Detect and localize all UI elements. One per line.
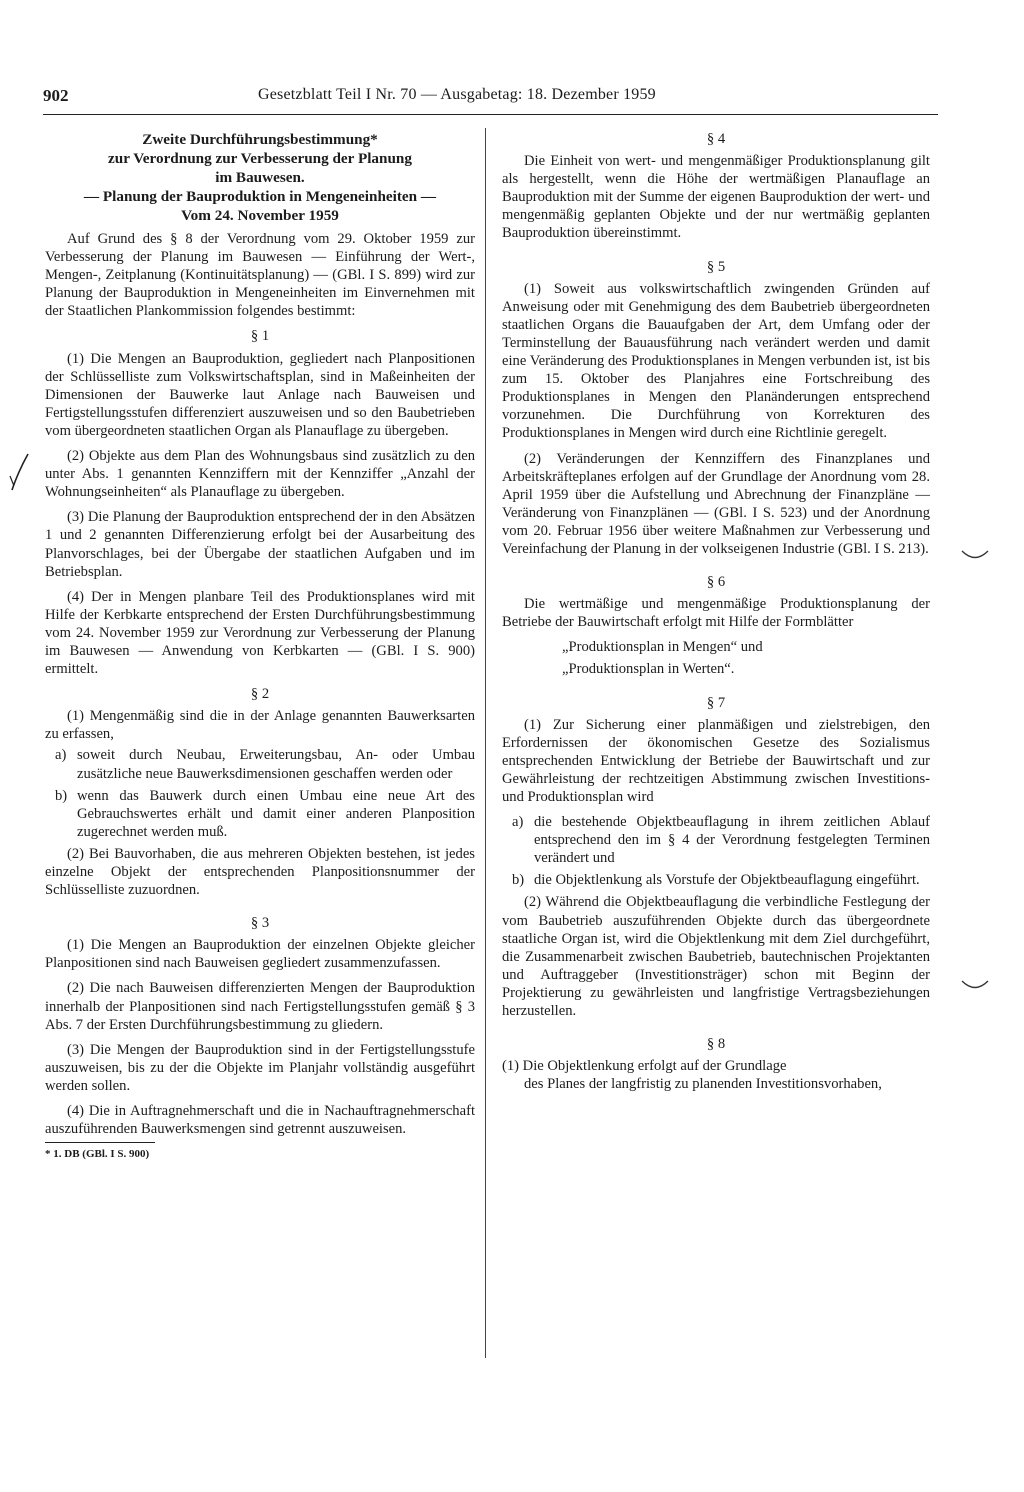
footnote: * 1. DB (GBl. I S. 900) bbox=[45, 1148, 150, 1161]
paragraph: (2) Während die Objektbeauflagung die verbindliche Festlegung der vom Baubetrieb auszuführenden Objekte durch das übergeordnete staatliche Organ ist, wird die Objektlenkung mit dem Ziel durchgeführt, die Zusammenarbeit zwischen Baubetrieb, bautechnischen Projektanten und Auftraggeber (Investitionsträger) schon mit Beginn der Projektierung zu gewährleisten und langfristige Vertragsbeziehungen herzustellen. bbox=[502, 894, 930, 1020]
decree-title-line: Zweite Durchführungsbestimmung* bbox=[142, 131, 378, 148]
list-label: a) bbox=[55, 747, 67, 764]
list-text: wenn das Bauwerk durch einen Umbau eine neue Art des Gebrauchswertes erhält und damit einer anderen Planposition zugerechnet werden muß. bbox=[77, 787, 475, 840]
list-item bbox=[512, 813, 930, 867]
handwritten-margin-mark bbox=[960, 548, 990, 562]
list-text: die Objektlenkung als Vorstufe der Objektbeauflagung eingeführt. bbox=[534, 872, 920, 889]
column-divider bbox=[485, 128, 486, 1358]
paragraph: (2) Bei Bauvorhaben, die aus mehreren Objekten bestehen, ist jedes einzelne Objekt der entsprechenden Planpositionsnummer der Schlüsselliste zuzuordnen. bbox=[45, 845, 475, 899]
paragraph: (1) Die Objektlenkung erfolgt auf der Grundlage bbox=[502, 1058, 787, 1075]
left-column bbox=[45, 130, 475, 1161]
paragraph: Die Einheit von wert- und mengenmäßiger Produktionsplanung gilt als hergestellt, wenn die Höhe der wertmäßigen Planauflage an Bauproduktion mit der Summe der eigenen Bauproduktion der wert- und mengenmäßig geplanten Objekte und der nur wertmäßig geplanten Bauproduktion übereinstimmt. bbox=[502, 153, 930, 242]
paragraph: (1) Soweit aus volkswirtschaftlich zwingenden Gründen auf Anweisung oder mit Genehmigung des dem Baubetrieb übergeordneten staatlichen Organs die Bauaufgaben der Art, dem Umfang oder der Terminstellung der Bauausführung nach verändert werden und damit eine Veränderung des Produktionsplanes in Mengen verbunden ist, ist bis zum 15. Oktober des Planjahres eine Fortschreibung des Produktionsplanes in Mengen den Planänderungen entsprechend vorzunehmen. Die Durchführung von Korrekturen des Produktionsplanes in Mengen wird durch eine Richtlinie geregelt. bbox=[502, 280, 930, 442]
enumerated-list bbox=[502, 813, 930, 889]
section-heading: § 6 bbox=[706, 574, 726, 591]
list-text: die bestehende Objektbeauflagung in ihrem zeitlichen Ablauf entsprechend den im § 4 der Verordnung festgelegten Terminen verändert und bbox=[534, 814, 930, 867]
preamble-paragraph: Auf Grund des § 8 der Verordnung vom 29. Oktober 1959 zur Verbesserung der Planung im Bauwesen — Einführung der Wert-, Mengen-, Zeitplanung (Kontinuitätsplanung) — (GBl. I S. 899) wird zur Planung der Bauproduktion in Mengeneinheiten im Einvernehmen mit der Staatlichen Plankommission folgendes bestimmt: bbox=[45, 231, 475, 320]
section-heading: § 7 bbox=[706, 694, 726, 711]
decree-title-line: im Bauwesen. bbox=[215, 169, 305, 186]
right-column bbox=[502, 130, 930, 1093]
enumerated-list bbox=[45, 746, 475, 840]
section-heading: § 8 bbox=[706, 1036, 726, 1053]
decree-date: Vom 24. November 1959 bbox=[181, 207, 339, 224]
handwritten-check-mark bbox=[8, 450, 30, 492]
paragraph: (2) Objekte aus dem Plan des Wohnungsbaus sind zusätzlich zu den unter Abs. 1 genannten Kennziffern mit der Kennziffer „Anzahl der Wohnungseinheiten“ als Planauflage zu übergeben. bbox=[45, 448, 475, 501]
paragraph: (1) Die Mengen an Bauproduktion der einzelnen Objekte gleicher Planpositionen sind nach Bauweisen gegliedert zusammenzufassen. bbox=[45, 937, 475, 972]
paragraph: (1) Zur Sicherung einer planmäßigen und zielstrebigen, den Erfordernissen der ökonomischen Gesetze des Sozialismus entsprechenden Entwicklung der Betriebe der Bauwirtschaft und zur Gewährleistung der rechtzeitigen Abstimmung zwischen Investitions- und Produktionsplan wird bbox=[502, 716, 930, 805]
list-item bbox=[512, 871, 930, 889]
section-heading: § 2 bbox=[250, 686, 270, 703]
list-text: soweit durch Neubau, Erweiterungsbau, An- oder Umbau zusätzliche neue Bauwerksdimensionen geschaffen werden oder bbox=[77, 747, 475, 782]
paragraph-continuation: des Planes der langfristig zu planenden Investitionsvorhaben, bbox=[524, 1076, 882, 1093]
paragraph: (1) Mengenmäßig sind die in der Anlage genannten Bauwerksarten zu erfassen, bbox=[45, 708, 475, 743]
paragraph: (4) Der in Mengen planbare Teil des Produktionsplanes wird mit Hilfe der Kerbkarte entsprechend der Ersten Durchführungsbestimmung vom 24. November 1959 zur Verordnung zur Verbesserung der Planung im Bauwesen — Anwendung von Kerbkarten — (GBl. I S. 900) ermittelt. bbox=[45, 588, 475, 678]
list-label: b) bbox=[55, 787, 68, 804]
list-item bbox=[55, 746, 475, 782]
paragraph: (4) Die in Auftragnehmerschaft und die in Nachauftragnehmerschaft auszuführenden Bauwerksmengen sind getrennt auszuweisen. bbox=[45, 1103, 475, 1138]
list-label: b) bbox=[512, 872, 525, 889]
form-name: „Produktionsplan in Werten“. bbox=[562, 661, 735, 678]
paragraph: (3) Die Planung der Bauproduktion entsprechend der in den Absätzen 1 und 2 genannten Differenzierung erfolgt bei der Ausarbeitung des Planvorschlages, bei der Übergabe der staatlichen Aufgaben und im Betriebsplan. bbox=[45, 509, 475, 580]
section-heading: § 3 bbox=[250, 915, 270, 932]
section-heading: § 4 bbox=[706, 131, 726, 147]
paragraph: Die wertmäßige und mengenmäßige Produktionsplanung der Betriebe der Bauwirtschaft erfolgt mit Hilfe der Formblätter bbox=[502, 596, 930, 631]
decree-subtitle: — Planung der Bauproduktion in Mengeneinheiten — bbox=[83, 188, 437, 205]
header-rule bbox=[43, 114, 938, 115]
page-number: 902 bbox=[43, 86, 69, 105]
section-heading: § 1 bbox=[250, 328, 270, 345]
section-heading: § 5 bbox=[706, 258, 726, 275]
list-item bbox=[55, 787, 475, 841]
decree-title-line: zur Verordnung zur Verbesserung der Planung bbox=[108, 150, 412, 167]
form-name: „Produktionsplan in Mengen“ und bbox=[562, 639, 763, 656]
paragraph: (2) Die nach Bauweisen differenzierten Mengen der Bauproduktion innerhalb der Planpositionen sind nach Fertigstellungsstufen gemäß § 3 Abs. 7 der Ersten Durchführungsbestimmung zu gliedern. bbox=[45, 980, 475, 1033]
paragraph: (2) Veränderungen der Kennziffern des Finanzplanes und Arbeitskräfteplanes erfolgen auf der Grundlage der Anordnung vom 28. April 1959 über die Aufstellung und Abrechnung der Finanzpläne — Veränderung von Finanzplänen — (GBl. I S. 523) und der Anordnung vom 20. Februar 1956 über weitere Maßnahmen zur Verbesserung und Vereinfachung der Planung in der volkseigenen Industrie (GBl. I S. 213). bbox=[502, 450, 930, 557]
paragraph: (1) Die Mengen an Bauproduktion, gegliedert nach Planpositionen der Schlüsselliste zum Volkswirtschaftsplan, sind in Maßeinheiten der Dimensionen der Bauwerke laut Anlage nach Bauweisen und Fertigstellungsstufen differenziert auszuweisen und so den Baubetrieben vom übergeordneten staatlichen Organ als Planauflage zu übergeben. bbox=[45, 350, 475, 439]
list-label: a) bbox=[512, 814, 524, 831]
paragraph: (3) Die Mengen der Bauproduktion sind in der Fertigstellungsstufe auszuweisen, bis zu der die Objekte im Planjahr vollständig ausgeführt werden sollen. bbox=[45, 1041, 475, 1094]
running-header: Gesetzblatt Teil I Nr. 70 — Ausgabetag: 18. Dezember 1959 bbox=[258, 86, 656, 103]
footnote-rule bbox=[45, 1142, 155, 1143]
handwritten-margin-mark bbox=[960, 978, 990, 992]
